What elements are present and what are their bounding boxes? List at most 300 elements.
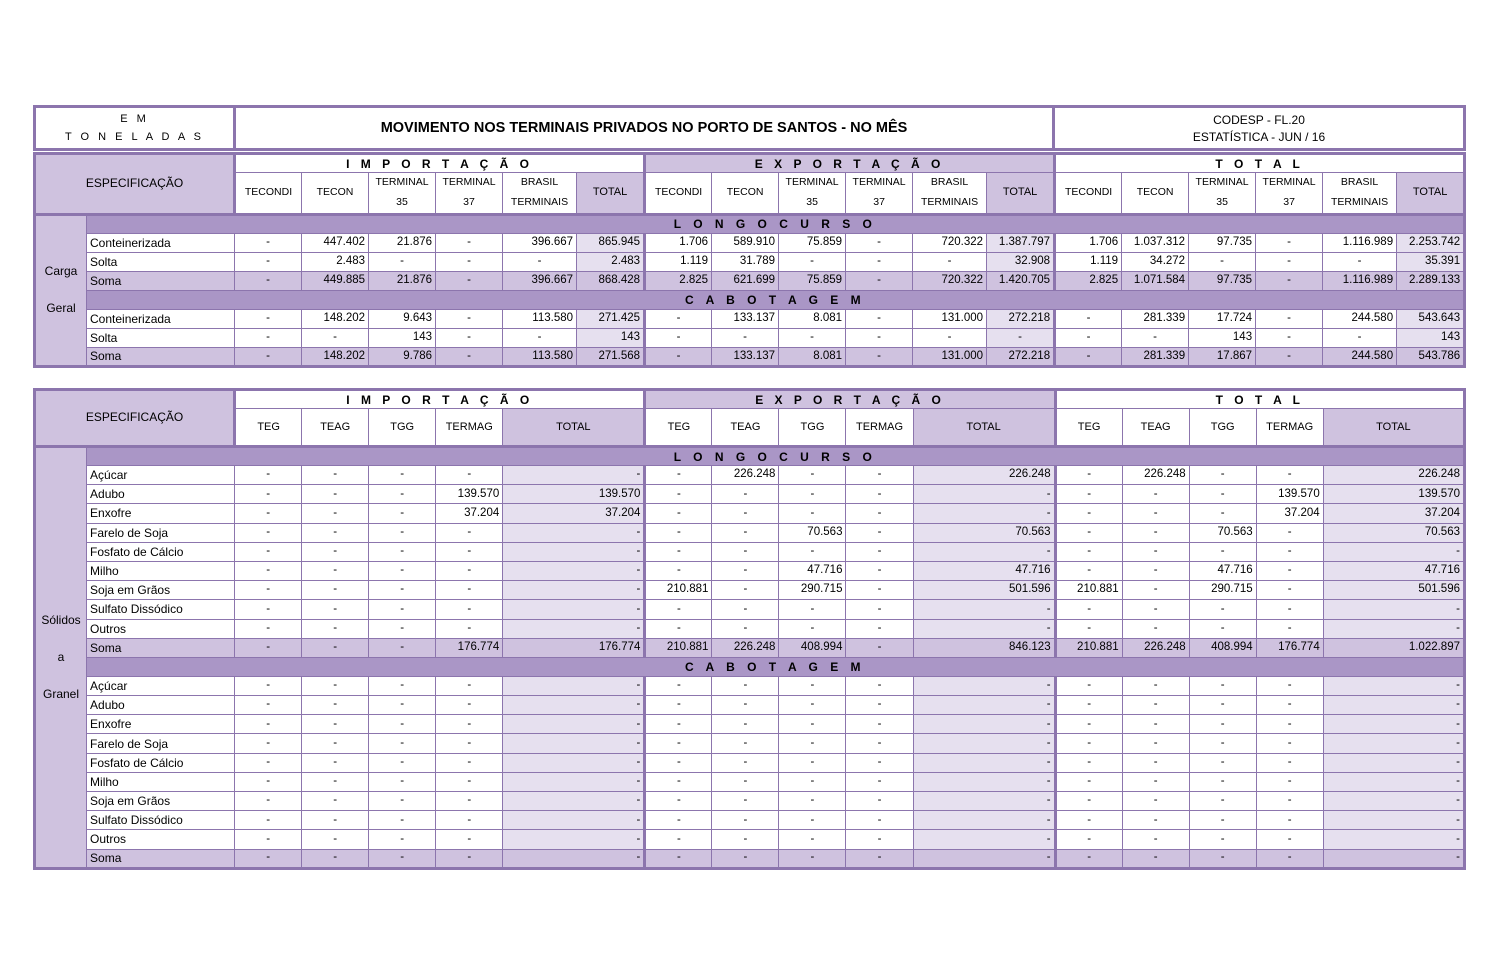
value-cell: - [302, 600, 369, 619]
value-cell: - [846, 252, 913, 271]
value-cell: - [1256, 792, 1323, 811]
value-cell: - [645, 696, 712, 715]
value-cell: - [1256, 347, 1323, 366]
table-row [35, 811, 1465, 830]
value-cell: - [302, 772, 369, 791]
value-cell: 2.253.742 [1397, 233, 1465, 252]
value-cell: - [712, 772, 779, 791]
category-word: Geral [46, 301, 76, 316]
value-cell: 1.037.312 [1122, 233, 1189, 252]
value-cell: 143 [1397, 328, 1465, 347]
value-cell: - [503, 849, 645, 868]
value-cell: - [712, 504, 779, 523]
value-cell: - [1256, 600, 1323, 619]
value-cell: - [436, 581, 503, 600]
value-cell: - [369, 734, 436, 753]
value-cell: - [1122, 328, 1189, 347]
value-cell: 70.563 [913, 523, 1055, 542]
value-cell: 17.867 [1189, 347, 1256, 366]
row-label: Milho [87, 772, 235, 791]
value-cell: - [645, 753, 712, 772]
column-header-line2: TERMINAIS [510, 195, 569, 208]
value-cell: - [235, 715, 302, 734]
value-cell: 226.248 [1122, 466, 1189, 485]
value-cell: - [846, 792, 913, 811]
row-label: Sulfato Dissódico [87, 811, 235, 830]
value-cell: - [1055, 849, 1122, 868]
value-cell: - [1189, 600, 1256, 619]
value-cell: 75.859 [779, 233, 846, 252]
group-header: T O T A L [1055, 390, 1464, 409]
column-header [987, 173, 1055, 215]
unit-label [36, 108, 236, 148]
value-cell: - [1055, 811, 1122, 830]
value-cell: - [712, 485, 779, 504]
value-cell: - [1189, 830, 1256, 849]
value-cell: 148.202 [302, 347, 369, 366]
value-cell: - [369, 504, 436, 523]
value-cell: - [779, 542, 846, 561]
column-header [1323, 173, 1397, 215]
section-row [35, 290, 1465, 309]
header-row-groups [35, 154, 1465, 173]
value-cell: - [235, 504, 302, 523]
spec-header [35, 154, 235, 215]
value-cell: - [1323, 619, 1464, 638]
value-cell: - [1122, 619, 1189, 638]
column-header-line2: 37 [873, 195, 885, 208]
value-cell: - [913, 328, 987, 347]
row-label: Soma [87, 271, 235, 290]
value-cell: - [436, 542, 503, 561]
value-cell: - [913, 696, 1055, 715]
value-cell: - [779, 696, 846, 715]
value-cell: - [302, 811, 369, 830]
value-cell: - [503, 753, 645, 772]
column-header: TGG [1189, 409, 1256, 447]
value-cell: - [846, 811, 913, 830]
value-cell: - [779, 466, 846, 485]
value-cell: - [235, 696, 302, 715]
value-cell: - [846, 347, 913, 366]
table-row [35, 638, 1465, 657]
value-cell: 2.483 [577, 252, 645, 271]
column-header: TOTAL [1323, 409, 1464, 447]
column-header-line1: TERMINAL [1195, 176, 1249, 188]
value-cell: 543.786 [1397, 347, 1465, 366]
value-cell: - [369, 811, 436, 830]
value-cell: 133.137 [712, 309, 779, 328]
value-cell: - [302, 830, 369, 849]
value-cell: - [1122, 581, 1189, 600]
table-row [35, 792, 1465, 811]
value-cell: - [712, 811, 779, 830]
value-cell: 865.945 [577, 233, 645, 252]
column-header: TEG [645, 409, 712, 447]
value-cell: - [1055, 561, 1122, 580]
value-cell: 846.123 [913, 638, 1055, 657]
value-cell: - [913, 619, 1055, 638]
value-cell: - [846, 271, 913, 290]
value-cell: - [1055, 542, 1122, 561]
value-cell: 1.116.989 [1323, 233, 1397, 252]
value-cell: - [1189, 772, 1256, 791]
column-header: TOTAL [913, 409, 1055, 447]
value-cell: 9.643 [369, 309, 436, 328]
value-cell: 210.881 [1055, 638, 1122, 657]
title-bar [33, 105, 1466, 151]
value-cell: - [235, 600, 302, 619]
value-cell: - [503, 619, 645, 638]
value-cell: - [302, 734, 369, 753]
value-cell: - [645, 811, 712, 830]
value-cell: - [302, 504, 369, 523]
value-cell: - [1256, 734, 1323, 753]
value-cell: - [1189, 792, 1256, 811]
value-cell: - [302, 753, 369, 772]
value-cell: - [913, 715, 1055, 734]
value-cell: - [369, 753, 436, 772]
value-cell: - [1055, 696, 1122, 715]
value-cell: - [779, 849, 846, 868]
value-cell: 47.716 [1189, 561, 1256, 580]
value-cell: 1.119 [645, 252, 712, 271]
value-cell: - [846, 504, 913, 523]
value-cell: - [436, 830, 503, 849]
value-cell: 408.994 [1189, 638, 1256, 657]
value-cell: - [779, 734, 846, 753]
value-cell: 37.204 [436, 504, 503, 523]
row-label: Soma [87, 638, 235, 657]
spec-label: ESPECIFICAÇÃO [85, 410, 184, 425]
value-cell: - [1122, 811, 1189, 830]
value-cell: - [235, 638, 302, 657]
value-cell: - [779, 485, 846, 504]
value-cell: - [846, 581, 913, 600]
value-cell: - [846, 485, 913, 504]
value-cell: - [645, 772, 712, 791]
row-label: Enxofre [87, 715, 235, 734]
value-cell: - [1189, 734, 1256, 753]
category-label [35, 447, 87, 869]
value-cell: - [1189, 504, 1256, 523]
spec-header [35, 390, 235, 447]
value-cell: 720.322 [913, 233, 987, 252]
value-cell: 21.876 [369, 233, 436, 252]
value-cell: - [1055, 485, 1122, 504]
value-cell: - [1122, 849, 1189, 868]
value-cell: - [913, 849, 1055, 868]
value-cell: - [1323, 772, 1464, 791]
value-cell: - [436, 619, 503, 638]
value-cell: - [779, 772, 846, 791]
value-cell: 70.563 [1323, 523, 1464, 542]
value-cell: 210.881 [645, 638, 712, 657]
carga-geral-table [33, 152, 1466, 368]
value-cell: - [712, 581, 779, 600]
value-cell: - [503, 696, 645, 715]
value-cell: - [235, 252, 302, 271]
value-cell: - [1189, 696, 1256, 715]
value-cell: - [503, 772, 645, 791]
value-cell: - [712, 523, 779, 542]
group-header: E X P O R T A Ç Ã O [645, 390, 1055, 409]
value-cell: - [1055, 619, 1122, 638]
value-cell: - [913, 792, 1055, 811]
value-cell: - [436, 753, 503, 772]
value-cell: 1.022.897 [1323, 638, 1464, 657]
value-cell: 70.563 [1189, 523, 1256, 542]
value-cell: - [645, 676, 712, 695]
value-cell: - [436, 792, 503, 811]
value-cell: 47.716 [913, 561, 1055, 580]
value-cell: - [1323, 715, 1464, 734]
value-cell: - [1122, 792, 1189, 811]
value-cell: - [712, 328, 779, 347]
value-cell: - [1055, 523, 1122, 542]
value-cell: 589.910 [712, 233, 779, 252]
row-label: Milho [87, 561, 235, 580]
table-row [35, 600, 1465, 619]
value-cell: - [712, 792, 779, 811]
value-cell: 1.387.797 [987, 233, 1055, 252]
value-cell: - [503, 581, 645, 600]
value-cell: 501.596 [913, 581, 1055, 600]
value-cell: - [436, 523, 503, 542]
value-cell: - [1122, 696, 1189, 715]
value-cell: - [846, 328, 913, 347]
value-cell: - [1055, 753, 1122, 772]
value-cell: - [235, 772, 302, 791]
column-header-line1: BRASIL [1340, 176, 1379, 188]
row-label: Outros [87, 619, 235, 638]
value-cell: 501.596 [1323, 581, 1464, 600]
value-cell: - [1189, 676, 1256, 695]
row-label: Adubo [87, 696, 235, 715]
value-cell: - [436, 600, 503, 619]
value-cell: - [1323, 696, 1464, 715]
category-word: Carga [44, 264, 78, 279]
value-cell: - [1256, 696, 1323, 715]
value-cell: - [369, 676, 436, 695]
page-reference [1055, 108, 1463, 148]
value-cell: 1.119 [1055, 252, 1122, 271]
value-cell: - [302, 619, 369, 638]
value-cell: - [1055, 772, 1122, 791]
value-cell: - [1323, 600, 1464, 619]
value-cell: - [302, 466, 369, 485]
value-cell: - [913, 676, 1055, 695]
section-title: L O N G O C U R S O [87, 214, 1465, 233]
column-header-line1: TERMINAL [785, 176, 839, 188]
row-label: Açúcar [87, 466, 235, 485]
value-cell: - [1256, 849, 1323, 868]
value-cell: - [846, 753, 913, 772]
value-cell: - [369, 523, 436, 542]
table-row [35, 676, 1465, 695]
value-cell: - [913, 830, 1055, 849]
value-cell: - [235, 581, 302, 600]
value-cell: 17.724 [1189, 309, 1256, 328]
value-cell: - [369, 542, 436, 561]
value-cell: - [846, 715, 913, 734]
column-header-line1: TOTAL [1002, 186, 1038, 199]
value-cell: - [235, 561, 302, 580]
value-cell: - [503, 830, 645, 849]
value-cell: - [1256, 233, 1323, 252]
value-cell: 139.570 [1256, 485, 1323, 504]
column-header: TERMAG [1256, 409, 1323, 447]
value-cell: - [645, 830, 712, 849]
value-cell: - [369, 600, 436, 619]
value-cell: - [645, 309, 712, 328]
column-header: TERMAG [436, 409, 503, 447]
value-cell: 1.071.584 [1122, 271, 1189, 290]
value-cell: - [1055, 676, 1122, 695]
page-title: MOVIMENTO NOS TERMINAIS PRIVADOS NO PORTO DE SANTOS - NO MÊS [236, 108, 1055, 148]
column-header-line1: TERMINAL [442, 176, 496, 188]
value-cell: - [846, 734, 913, 753]
value-cell: - [369, 252, 436, 271]
value-cell: - [913, 504, 1055, 523]
value-cell: - [503, 734, 645, 753]
value-cell: 113.580 [503, 309, 577, 328]
value-cell: - [645, 504, 712, 523]
value-cell: 396.667 [503, 271, 577, 290]
row-label: Fosfato de Cálcio [87, 753, 235, 772]
value-cell: - [369, 830, 436, 849]
value-cell: - [846, 309, 913, 328]
column-header-line1: BRASIL [930, 176, 969, 188]
value-cell: 226.248 [913, 466, 1055, 485]
column-header [779, 173, 846, 215]
value-cell: - [779, 619, 846, 638]
value-cell: - [503, 542, 645, 561]
value-cell: - [645, 561, 712, 580]
value-cell: - [1122, 753, 1189, 772]
value-cell: - [503, 466, 645, 485]
value-cell: - [913, 542, 1055, 561]
column-header-line1: TECONDI [244, 185, 293, 198]
value-cell: - [645, 734, 712, 753]
value-cell: 2.825 [645, 271, 712, 290]
value-cell: 226.248 [712, 638, 779, 657]
value-cell: 97.735 [1189, 233, 1256, 252]
value-cell: - [1055, 792, 1122, 811]
value-cell: - [436, 772, 503, 791]
column-header-line1: BRASIL [520, 176, 559, 188]
value-cell: - [712, 715, 779, 734]
value-cell: - [369, 849, 436, 868]
category-label [35, 214, 87, 366]
column-header [436, 173, 503, 215]
value-cell: - [1055, 830, 1122, 849]
value-cell: - [1256, 715, 1323, 734]
value-cell: - [369, 792, 436, 811]
value-cell: - [235, 485, 302, 504]
value-cell: - [369, 715, 436, 734]
column-header-line2: 35 [806, 195, 818, 208]
row-label: Solta [87, 328, 235, 347]
value-cell: - [503, 676, 645, 695]
column-header: TEAG [712, 409, 779, 447]
value-cell: - [1055, 466, 1122, 485]
column-header: TGG [779, 409, 846, 447]
column-header-line1: TERMINAL [375, 176, 429, 188]
value-cell: - [235, 830, 302, 849]
value-cell: 143 [369, 328, 436, 347]
value-cell: - [987, 328, 1055, 347]
unit-label-line2: T O N E L A D A S [64, 131, 205, 143]
value-cell: - [712, 696, 779, 715]
value-cell: - [846, 466, 913, 485]
value-cell: 139.570 [1323, 485, 1464, 504]
value-cell: 720.322 [913, 271, 987, 290]
value-cell: - [302, 581, 369, 600]
value-cell: - [235, 271, 302, 290]
value-cell: 176.774 [503, 638, 645, 657]
value-cell: 97.735 [1189, 271, 1256, 290]
value-cell: - [436, 715, 503, 734]
value-cell: 210.881 [645, 581, 712, 600]
column-header: TEAG [1122, 409, 1189, 447]
unit-label-line1: E M [120, 113, 149, 125]
value-cell: - [779, 600, 846, 619]
section-row [35, 447, 1465, 466]
value-cell: - [1122, 485, 1189, 504]
column-header-line1: TECON [316, 185, 354, 198]
value-cell: 226.248 [712, 466, 779, 485]
value-cell: 37.204 [1323, 504, 1464, 523]
value-cell: - [1256, 252, 1323, 271]
column-header [1122, 173, 1189, 215]
value-cell: 8.081 [779, 309, 846, 328]
value-cell: - [779, 504, 846, 523]
value-cell: - [1323, 849, 1464, 868]
column-header [645, 173, 712, 215]
column-header-line2: 37 [463, 195, 475, 208]
value-cell: - [712, 849, 779, 868]
column-header-line2: 35 [1216, 195, 1228, 208]
value-cell: - [302, 638, 369, 657]
value-cell: - [369, 561, 436, 580]
section-title: C A B O T A G E M [87, 290, 1465, 309]
value-cell: - [369, 638, 436, 657]
value-cell: - [645, 792, 712, 811]
value-cell: - [302, 792, 369, 811]
value-cell: 32.908 [987, 252, 1055, 271]
column-header [1189, 173, 1256, 215]
header-row-groups [35, 390, 1465, 409]
value-cell: 47.716 [1323, 561, 1464, 580]
value-cell: - [1323, 792, 1464, 811]
column-header-line2: TERMINAIS [920, 195, 979, 208]
value-cell: - [503, 328, 577, 347]
row-label: Soma [87, 347, 235, 366]
value-cell: - [913, 772, 1055, 791]
group-header: E X P O R T A Ç Ã O [645, 154, 1055, 173]
row-label: Farelo de Soja [87, 734, 235, 753]
value-cell: - [1256, 676, 1323, 695]
reference-line2: ESTATÍSTICA - JUN / 16 [1192, 129, 1326, 144]
value-cell: - [235, 466, 302, 485]
column-header: TERMAG [846, 409, 913, 447]
value-cell: - [1122, 734, 1189, 753]
value-cell: 2.483 [302, 252, 369, 271]
value-cell: - [779, 753, 846, 772]
value-cell: - [1189, 619, 1256, 638]
value-cell: - [645, 542, 712, 561]
